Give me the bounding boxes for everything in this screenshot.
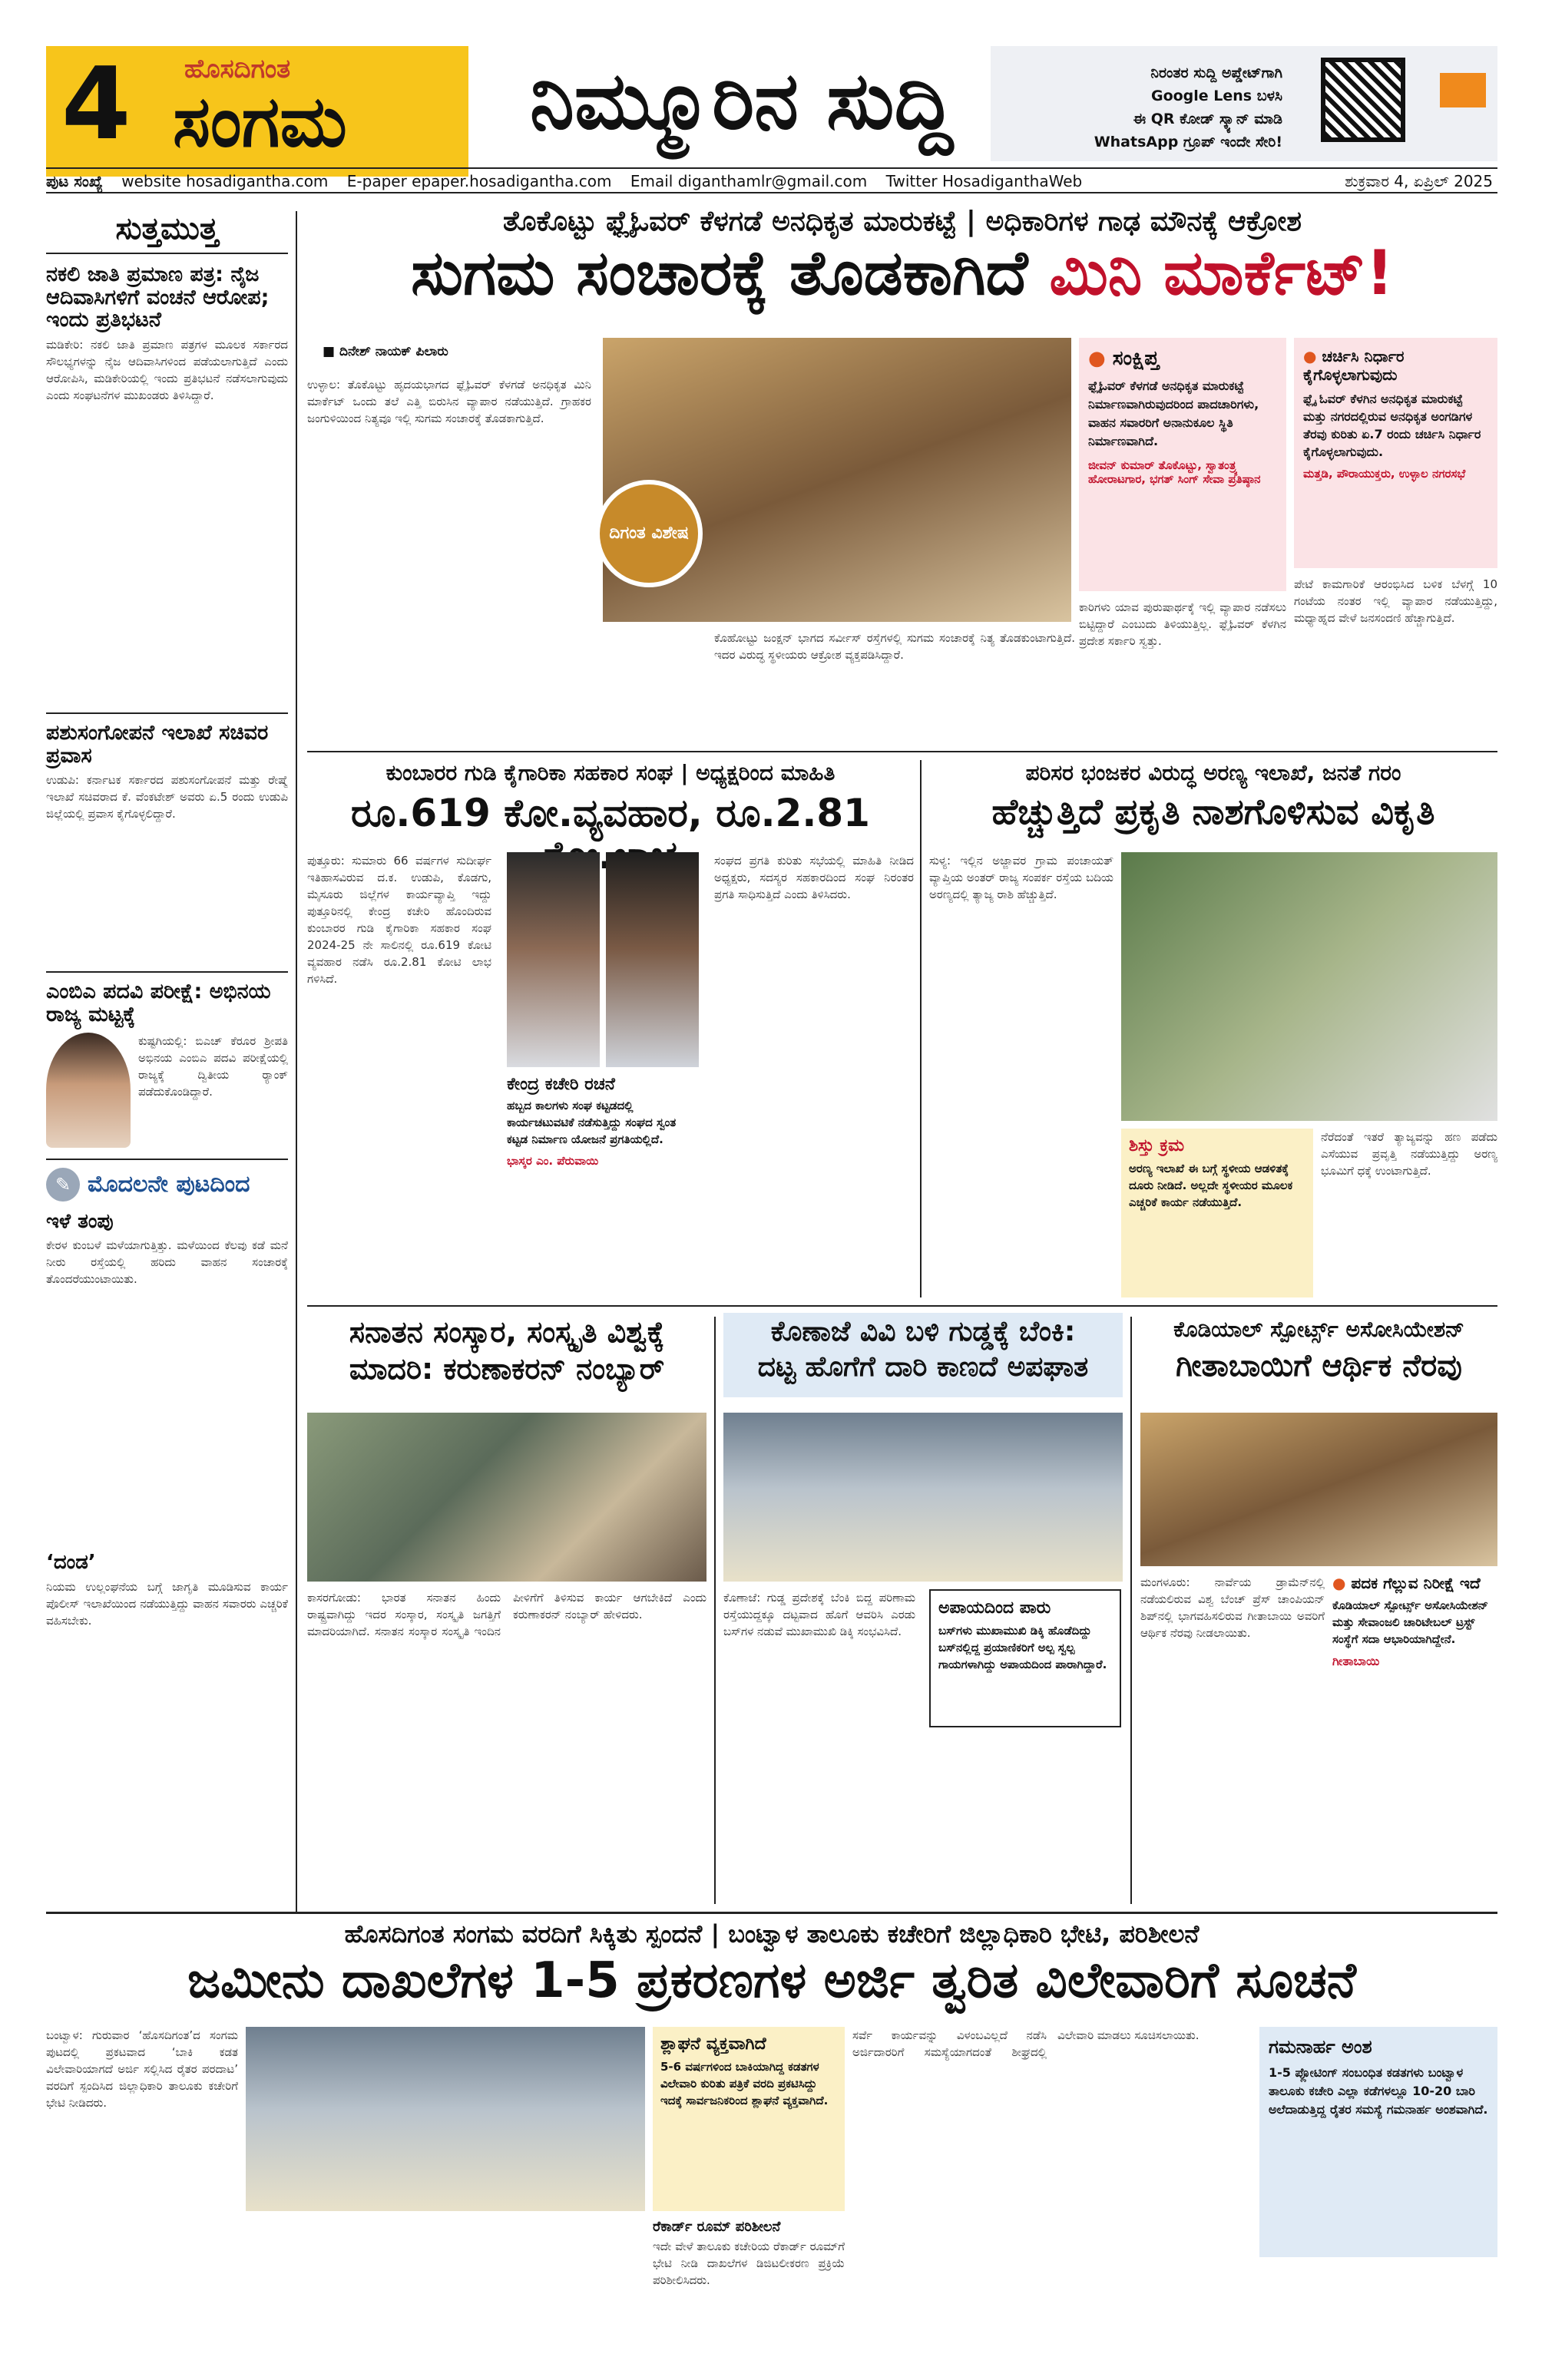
sports-headline[interactable]: ಗೀತಾಬಾಯಿಗೆ ಆರ್ಥಿಕ ನೆರವು xyxy=(1176,1348,1462,1383)
bottom-body: ಸರ್ವೆ ಕಾರ್ಯವನ್ನು ವಿಳಂಬವಿಲ್ಲದೆ ನಡೆಸಿ ಅರ್ಜಿದಾರರಿಗೆ ಸಮಸ್ಯೆಯಾಗದಂತೆ ಶೀಘ್ರದಲ್ಲಿ ವಿಲೇವಾರಿ ಮಾಡಲು ಸೂಚಿಸಲಾಯಿತು. xyxy=(852,2028,1200,2059)
secretary-photo xyxy=(606,852,699,1067)
promo-line: Google Lens ಬಳಸಿ xyxy=(1150,88,1282,104)
forest-story xyxy=(929,760,1497,831)
sports-body: ಮಂಗಳೂರು: ನಾರ್ವೆಯ ಡ್ರಾಮೆನ್‌ನಲ್ಲಿ ನಡೆಯಲಿರುವ ವಿಶ್ವ ಬೆಂಚ್ ಪ್ರೆಸ್ ಚಾಂಪಿಯನ್ ಶಿಪ್‌ನಲ್ಲಿ ಭಾಗವಹಿಸಲಿರುವ ಗೀತಾಬಾಯಿ ಅವರಿಗೆ ಆರ್ಥಿಕ ನೆರವು ನೀಡಲಾಯಿತು. xyxy=(1140,1575,1325,1640)
president-photo xyxy=(507,852,600,1067)
bottom-headline[interactable]: ಜಮೀನು ದಾಖಲೆಗಳ 1-5 ಪ್ರಕರಣಗಳ ಅರ್ಜಿ ತ್ವರಿತ ವಿಲೇವಾರಿಗೆ ಸೂಚನೆ xyxy=(187,1952,1356,2009)
bottom-story xyxy=(46,1919,1497,2008)
lead-headline-highlight: ಮಿನಿ ಮಾರ್ಕೆಟ್! xyxy=(1049,237,1394,309)
column-rule xyxy=(714,1317,716,1904)
culture-story xyxy=(307,1317,706,1386)
forest-body: ಸುಳ್ಯ: ಇಲ್ಲಿನ ಅಜ್ಜಾವರ ಗ್ರಾಮ ಪಂಚಾಯತ್ ವ್ಯಾಪ್ತಿಯ ಅಂತರ್ ರಾಜ್ಯ ಸಂಪರ್ಕ ರಸ್ತೆಯ ಬದಿಯ ಅರಣ್ಯದಲ್ಲಿ ತ್ಯಾಜ್ಯ ರಾಶಿ ಹೆಚ್ಚುತ್ತಿದೆ. xyxy=(929,854,1113,901)
qr-code-icon[interactable] xyxy=(1321,58,1405,142)
culture-headline-line: ಸನಾತನ ಸಂಸ್ಕಾರ, ಸಂಸ್ಕೃತಿ ವಿಶ್ವಕ್ಕೆ xyxy=(349,1315,665,1349)
story-body: ನಿಯಮ ಉಲ್ಲಂಘನೆಯ ಬಗ್ಗೆ ಜಾಗೃತಿ ಮೂಡಿಸುವ ಕಾರ್ಯ ಪೊಲೀಸ್ ಇಲಾಖೆಯಿಂದ ನಡೆಯುತ್ತಿದ್ದು ವಾಹನ ಸವಾರರು ಎಚ್ಚರಿಕೆ ವಹಿಸಬೇಕು. xyxy=(46,1580,288,1628)
column-rule xyxy=(1130,1317,1132,1904)
whatsapp-promo xyxy=(1060,61,1282,154)
summary-title: ಸಂಕ್ಷಿಪ್ತ xyxy=(1112,347,1160,370)
story-headline[interactable]: ಪಶುಸಂಗೋಪನೆ ಇಲಾಖೆ ಸಚಿವರ ಪ್ರವಾಸ xyxy=(46,721,269,768)
story-headline[interactable]: ಇಳೆ ತಂಪು xyxy=(46,1209,114,1233)
epaper-link[interactable]: E-paper epaper.hosadigantha.com xyxy=(346,172,612,190)
column-rule xyxy=(920,760,922,1297)
story-headline[interactable]: ‘ದಂಡ’ xyxy=(46,1551,96,1575)
summary-source: ಜೀವನ್ ಕುಮಾರ್ ತೊಕೊಟ್ಟು, ಸ್ವಾತಂತ್ರ್ಯ ಹೋರಾಟಗಾರ, ಭಗತ್ ಸಿಂಗ್ ಸೇವಾ ಪ್ರತಿಷ್ಠಾನ xyxy=(1088,458,1261,486)
office-visit-photo xyxy=(246,2027,645,2211)
official-quote-box xyxy=(1294,338,1497,568)
coop-credit: ಭಾಸ್ಕರ ಎಂ. ಪೆರುವಾಯಿ xyxy=(507,1154,599,1168)
page-number: 4 xyxy=(61,45,131,162)
issue-date: ಶುಕ್ರವಾರ 4, ಏಪ್ರಿಲ್ 2025 xyxy=(1345,172,1493,190)
quote-source: ಮತ್ತಡಿ, ಪೌರಾಯುಕ್ತರು, ಉಳ್ಳಾಲ ನಗರಸಭೆ xyxy=(1303,467,1466,481)
first-page-label: ಮೊದಲನೇ ಪುಟದಿಂದ xyxy=(88,1171,250,1198)
story-body: ಮಡಿಕೇರಿ: ನಕಲಿ ಜಾತಿ ಪ್ರಮಾಣ ಪತ್ರಗಳ ಮೂಲಕ ಸರ್ಕಾರದ ಸೌಲಭ್ಯಗಳನ್ನು ನೈಜ ಆದಿವಾಸಿಗಳಿಂದ ಪಡೆಯಲಾಗುತ್ತಿದೆ ಎಂದು ಆರೋಪಿಸಿ, ಮಡಿಕೇರಿಯಲ್ಲಿ ಇಂದು ಪ್ರತಿಭಟನೆ ನಡೆಸಲಾಗುವುದು ಎಂದು ಸಂಘಟನೆಗಳ ಮುಖಂಡರು ತಿಳಿಸಿದ್ದಾರೆ. xyxy=(46,338,288,403)
story-body: ಕೇರಳ ಕುಂಬಳೆ ಮಳೆಯಾಗುತ್ತಿತ್ತು. ಮಳೆಯಿಂದ ಕೆಲವು ಕಡೆ ಮನೆ ನೀರು ರಸ್ತೆಯಲ್ಲಿ ಹರಿದು ವಾಹನ ಸಂಚಾರಕ್ಕೆ ತೊಂದರೆಯುಂಟಾಯಿತು. xyxy=(46,1238,288,1287)
quote-title: ಚರ್ಚಿಸಿ ನಿರ್ಧಾರ ಕೈಗೊಳ್ಳಲಾಗುವುದು xyxy=(1303,347,1405,384)
bus-box-title: ಅಪಾಯದಿಂದ ಪಾರು xyxy=(938,1598,1051,1618)
story-body: ಕುಷ್ಟಗಿಯಲ್ಲಿ: ಬಿಎಚ್ ಕೆರೂರ ಶ್ರೀಪತಿ ಅಭಿನಯ ಎಂಬಿಎ ಪದವಿ ಪರೀಕ್ಷೆಯಲ್ಲಿ ರಾಜ್ಯಕ್ಕೆ ದ್ವಿತೀಯ ರ‍್ಯಾಂಕ್ ಪಡೆದುಕೊಂಡಿದ್ದಾರೆ. xyxy=(138,1033,288,1099)
culture-body: ಕಾಸರಗೋಡು: ಭಾರತ ಸನಾತನ ಹಿಂದು ರಾಷ್ಟ್ರವಾಗಿದ್ದು ಇದರ ಸಂಸ್ಕಾರ, ಸಂಸ್ಕೃತಿ ಜಗತ್ತಿಗೆ ಮಾದರಿಯಾಗಿದೆ. ಸನಾತನ ಸಂಸ್ಕಾರ ಸಂಸ್ಕೃತಿ ಇಂದಿನ ಪೀಳಿಗೆಗೆ ತಿಳಿಸುವ ಕಾರ್ಯ ಆಗಬೇಕಿದೆ ಎಂದು ಕರುಣಾಕರನ್ ನಂಬ್ಯಾರ್ ಹೇಳಿದರು. xyxy=(307,1591,706,1638)
record-title: ರೆಕಾರ್ಡ್ ರೂಮ್ ಪರಿಶೀಲನೆ xyxy=(653,2219,781,2235)
coop-photos xyxy=(507,852,699,1067)
promo-line: ನಿರಂತರ ಸುದ್ದಿ ಅಪ್ಡೇಟ್‌ಗಾಗಿ xyxy=(1150,64,1282,81)
coop-box-body: ಹಬ್ಬದ ಕಾಲಗಳು ಸಂಘ ಕಟ್ಟಡದಲ್ಲಿ ಕಾರ್ಯಚಟುವಟಿಕೆ ನಡೆಸುತ್ತಿದ್ದು ಸಂಘದ ಸ್ವಂತ ಕಟ್ಟಡ ನಿರ್ಮಾಣ ಯೋಜನೆ ಪ್ರಗತಿಯಲ್ಲಿದೆ. xyxy=(507,1099,677,1146)
website-link[interactable]: website hosadigantha.com xyxy=(121,172,329,190)
twitter-link[interactable]: Twitter HosadiganthaWeb xyxy=(885,172,1083,190)
forest-box-title: ಶಿಸ್ತು ಕ್ರಮ xyxy=(1129,1136,1185,1155)
culture-photo xyxy=(307,1413,706,1582)
lead-headline-part: ಸುಗಮ ಸಂಚಾರಕ್ಕೆ ತೊಡಕಾಗಿದೆ xyxy=(411,237,1028,309)
bus-box-body: ಬಸ್‌ಗಳು ಮುಖಾಮುಖಿ ಡಿಕ್ಕಿ ಹೊಡೆದಿದ್ದು ಬಸ್‌ನಲ್ಲಿದ್ದ ಪ್ರಯಾಣಿಕರಿಗೆ ಅಲ್ಪ ಸ್ವಲ್ಪ ಗಾಯಗಳಾಗಿದ್ದು ಅಪಾಯದಿಂದ ಪಾರಾಗಿದ್ದಾರೆ. xyxy=(938,1624,1107,1671)
record-room-box xyxy=(653,2219,845,2289)
forest-box xyxy=(1121,1129,1313,1297)
lead-body: ಪೇಟೆ ಕಾಮಗಾರಿಕೆ ಆರಂಭಿಸಿದ ಬಳಿಕ ಬೆಳಗ್ಗೆ 10 ಗಂಟೆಯ ನಂತರ ಇಲ್ಲಿ ವ್ಯಾಪಾರ ನಡೆಯುತ್ತಿದ್ದು, ಮಧ್ಯಾಹ್ನದ ವೇಳೆ ಜನಸಂದಣಿ ಹೆಚ್ಚಾಗುತ್ತಿದೆ. xyxy=(1294,577,1497,625)
promo-line: ಈ QR ಕೋಡ್ ಸ್ಕ್ಯಾನ್ ಮಾಡಿ xyxy=(1133,111,1282,127)
bus-box xyxy=(929,1589,1121,1727)
flame-icon: ● xyxy=(1332,1574,1346,1592)
bottom-kicker: ಹೊಸದಿಗಂತ ಸಂಗಮ ವರದಿಗೆ ಸಿಕ್ಕಿತು ಸ್ಪಂದನೆ | ಬಂಟ್ವಾಳ ತಾಲೂಕು ಕಚೇರಿಗೆ ಜಿಲ್ಲಾಧಿಕಾರಿ ಭೇಟಿ, ಪರಿಶೀಲನೆ xyxy=(344,1919,1200,1949)
flame-icon: ● xyxy=(1088,347,1106,370)
bus-headline[interactable] xyxy=(723,1317,1123,1382)
sports-box-title: ಪದಕ ಗೆಲ್ಲುವ ನಿರೀಕ್ಷೆ ಇದೆ xyxy=(1351,1574,1481,1592)
info-bar xyxy=(46,167,1497,193)
quote-body: ಫ್ಲೈ ಓವರ್ ಕೆಳಗಿನ ಅನಧಿಕೃತ ಮಾರುಕಟ್ಟೆ ಮತ್ತು ನಗರದಲ್ಲಿರುವ ಅನಧಿಕೃತ ಅಂಗಡಿಗಳ ತೆರವು ಕುರಿತು ಏ.7 ರಂದು ಚರ್ಚಿಸಿ ನಿರ್ಧಾರ ಕೈಗೊಳ್ಳಲಾಗುವುದು. xyxy=(1303,392,1481,459)
coop-body: ಸಂಘದ ಪ್ರಗತಿ ಕುರಿತು ಸಭೆಯಲ್ಲಿ ಮಾಹಿತಿ ನೀಡಿದ ಅಧ್ಯಕ್ಷರು, ಸದಸ್ಯರ ಸಹಕಾರದಿಂದ ಸಂಘ ನಿರಂತರ ಪ್ರಗತಿ ಸಾಧಿಸುತ್ತಿದೆ ಎಂದು ತಿಳಿಸಿದರು. xyxy=(714,854,914,901)
flame-icon: ● xyxy=(1303,347,1317,365)
forest-body: ನೆರೆದಂತೆ ಇತರೆ ತ್ಯಾಜ್ಯವನ್ನು ಹಣ ಪಡೆದು ಎಸೆಯುವ ಪ್ರವೃತ್ತಿ ನಡೆಯುತ್ತಿದ್ದು ಅರಣ್ಯ ಭೂಮಿಗೆ ಧಕ್ಕೆ ಉಂಟಾಗುತ್ತಿದೆ. xyxy=(1321,1130,1497,1178)
lead-body: ಕಾರಿಗಳು ಯಾವ ಪುರುಷಾರ್ಥಕ್ಕೆ ಇಲ್ಲಿ ವ್ಯಾಪಾರ ನಡೆಸಲು ಬಿಟ್ಟಿದ್ದಾರೆ ಎಂಬುದು ತಿಳಿಯುತ್ತಿಲ್ಲ. ಫ್ಲೈಓವರ್ ಕೆಳಗಿನ ಪ್ರದೇಶ ಸರ್ಕಾರಿ ಸ್ವತ್ತು. xyxy=(1079,600,1286,648)
coop-body: ಪುತ್ತೂರು: ಸುಮಾರು 66 ವರ್ಷಗಳ ಸುದೀರ್ಘ ಇತಿಹಾಸವಿರುವ ದ.ಕ. ಉಡುಪಿ, ಕೊಡಗು, ಮೈಸೂರು ಜಿಲ್ಲೆಗಳ ಕಾರ್ಯವ್ಯಾಪ್ತಿ ಇದ್ದು ಪುತ್ತೂರಿನಲ್ಲಿ ಕೇಂದ್ರ ಕಚೇರಿ ಹೊಂದಿರುವ ಕುಂಬಾರರ ಗುಡಿ ಕೈಗಾರಿಕಾ ಸಹಕಾರ ಸಂಘ 2024-25 ನೇ ಸಾಲಿನಲ್ಲಿ ರೂ.619 ಕೋಟಿ ವ್ಯವಹಾರ ನಡೆಸಿ ರೂ.2.81 ಕೋಟಿ ಲಾಭ ಗಳಿಸಿದೆ. xyxy=(307,854,491,986)
sports-story xyxy=(1140,1317,1497,1383)
byline: ■ ದಿನೇಶ್ ನಾಯಕ್ ಪಿಲಾರು xyxy=(323,344,448,359)
forest-garbage-photo xyxy=(1121,852,1497,1121)
lead-kicker: ತೊಕೊಟ್ಟು ಫ್ಲೈಓವರ್ ಕೆಳಗಡೆ ಅನಧಿಕೃತ ಮಾರುಕಟ್ಟೆ | ಅಧಿಕಾರಿಗಳ ಗಾಢ ಮೌನಕ್ಕೆ ಆಕ್ರೋಶ xyxy=(503,206,1302,237)
orange-block xyxy=(1440,73,1486,107)
section-title: ಸುತ್ತಮುತ್ತ xyxy=(46,211,288,254)
summary-body: ಫ್ಲೈಓವರ್ ಕೆಳಗಡೆ ಅನಧಿಕೃತ ಮಾರುಕಟ್ಟೆ ನಿರ್ಮಾಣವಾಗಿರುವುದರಿಂದ ಪಾದಚಾರಿಗಳು, ವಾಹನ ಸವಾರರಿಗೆ ಅನಾನುಕೂಲ ಸ್ಥಿತಿ ನಿರ್ಮಾಣವಾಗಿದೆ. xyxy=(1088,378,1259,448)
byline-name: ದಿನೇಶ್ ನಾಯಕ್ ಪಿಲಾರು xyxy=(339,344,448,359)
culture-headline-line: ಮಾದರಿ: ಕರುಣಾಕರನ್ ನಂಬ್ಯಾರ್ xyxy=(349,1351,665,1386)
sports-box-body: ಕೊಡಿಯಾಲ್ ಸ್ಪೋರ್ಟ್ಸ್ ಅಸೋಸಿಯೇಶನ್ ಮತ್ತು ಸೇವಾಂಜಲಿ ಚಾರಿಟೇಬಲ್ ಟ್ರಸ್ಟ್ ಸಂಸ್ಥೆಗೆ ಸದಾ ಆಭಾರಿಯಾಗಿದ್ದೇನೆ. xyxy=(1332,1598,1488,1646)
sports-photo xyxy=(1140,1413,1497,1566)
bottom-box-title: ಶ್ಲಾಘನೆ ವ್ಯಕ್ತವಾಗಿದೆ xyxy=(660,2035,766,2054)
bus-headline-line: ದಟ್ಟ ಹೊಗೆಗೆ ದಾರಿ ಕಾಣದೆ ಅಪಘಾತ xyxy=(757,1350,1089,1383)
forest-kicker: ಪರಿಸರ ಭಂಜಕರ ವಿರುದ್ಧ ಅರಣ್ಯ ಇಲಾಖೆ, ಜನತೆ ಗರಂ xyxy=(1025,760,1401,785)
summary-box xyxy=(1079,338,1286,591)
promo-line: WhatsApp ಗ್ರೂಪ್ ಇಂದೇ ಸೇರಿ! xyxy=(1094,134,1282,150)
coop-box xyxy=(507,1075,699,1168)
bottom-box xyxy=(653,2027,845,2211)
forest-box-body: ಅರಣ್ಯ ಇಲಾಖೆ ಈ ಬಗ್ಗೆ ಸ್ಥಳೀಯ ಆಡಳಿತಕ್ಕೆ ದೂರು ನೀಡಿದೆ. ಅಲ್ಲದೇ ಸ್ಥಳೀಯರ ಮೂಲಕ ಎಚ್ಚರಿಕೆ ಕಾರ್ಯ ನಡೆಯುತ್ತಿದೆ. xyxy=(1129,1162,1293,1209)
bottom-box-body: 5-6 ವರ್ಷಗಳಿಂದ ಬಾಕಿಯಾಗಿದ್ದ ಕಡತಗಳ ವಿಲೇವಾರಿ ಕುರಿತು ಪತ್ರಿಕೆ ವರದಿ ಪ್ರಕಟಿಸಿದ್ದು ಇದಕ್ಕೆ ಸಾರ್ವಜನಿಕರಿಂದ ಶ್ಲಾಘನೆ ವ್ಯಕ್ತವಾಗಿದೆ. xyxy=(660,2060,829,2107)
lead-body: ಉಳ್ಳಾಲ: ತೊಕೊಟ್ಟು ಹೃದಯಭಾಗದ ಫ್ಲೈಓವರ್ ಕೆಳಗಡೆ ಅನಧಿಕೃತ ಮಿನಿ ಮಾರ್ಕೆಟ್ ಒಂದು ತಲೆ ಎತ್ತಿ ಬಿರುಸಿನ ವ್ಯಾಪಾರ ನಡೆಯುತ್ತಿದೆ. ಗ್ರಾಹಕರ ಜಂಗುಳಿಯಿಂದ ನಿತ್ಯವೂ ಇಲ್ಲಿ ಸುಗಮ ಸಂಚಾರಕ್ಕೆ ತೊಡಕಾಗುತ್ತಿದೆ. xyxy=(307,378,591,425)
lead-body: ಕೊಹೋಟ್ಟು ಜಂಕ್ಷನ್ ಭಾಗದ ಸರ್ವೀಸ್ ರಸ್ತೆಗಳಲ್ಲಿ ಸುಗಮ ಸಂಚಾರಕ್ಕೆ ನಿತ್ಯ ತೊಡಕುಂಟಾಗುತ್ತಿದೆ. ಇದರ ವಿರುದ್ಧ ಸ್ಥಳೀಯರು ಆಕ್ರೋಶ ವ್ಯಕ್ತಪಡಿಸಿದ್ದಾರೆ. xyxy=(714,631,1075,662)
coop-kicker: ಕುಂಬಾರರ ಗುಡಿ ಕೈಗಾರಿಕಾ ಸಹಕಾರ ಸಂಘ | ಅಧ್ಯಕ್ಷರಿಂದ ಮಾಹಿತಿ xyxy=(386,760,836,785)
left-column xyxy=(46,211,288,1629)
bottom-body: ಬಂಟ್ವಾಳ: ಗುರುವಾರ ‘ಹೊಸದಿಗಂತ’ದ ಸಂಗಮ ಪುಟದಲ್ಲಿ ಪ್ರಕಟವಾದ ‘ಬಾಕಿ ಕಡತ ವಿಲೇವಾರಿಯಾಗದೆ ಅರ್ಜಿ ಸಲ್ಲಿಸಿದ ರೈತರ ಪರದಾಟ’ ವರದಿಗೆ ಸ್ಪಂದಿಸಿದ ಜಿಲ್ಲಾಧಿಕಾರಿ ತಾಲೂಕು ಕಚೇರಿಗೆ ಭೇಟಿ ನೀಡಿದರು. xyxy=(46,2028,238,2110)
section-divider xyxy=(307,751,1497,752)
coop-headline[interactable]: ರೂ.619 ಕೋ.ವ್ಯವಹಾರ, ರೂ.2.81 xyxy=(351,791,870,835)
pencil-icon: ✎ xyxy=(46,1168,80,1202)
student-photo xyxy=(46,1033,131,1148)
sports-kicker: ಕೊಡಿಯಾಲ್ ಸ್ಪೋರ್ಟ್ಸ್ ಅಸೋಸಿಯೇಶನ್ xyxy=(1173,1317,1464,1342)
sports-box-name: ಗೀತಾಬಾಯಿ xyxy=(1332,1654,1380,1668)
record-body: ಇದೇ ವೇಳೆ ತಾಲೂಕು ಕಚೇರಿಯ ರೆಕಾರ್ಡ್ ರೂಮ್‌ಗೆ ಭೇಟಿ ನೀಡಿ ದಾಖಲೆಗಳ ಡಿಜಿಟಲೀಕರಣ ಪ್ರಕ್ರಿಯೆ ಪರಿಶೀಲಿಸಿದರು. xyxy=(653,2240,845,2287)
section-divider xyxy=(46,1912,1497,1914)
highlight-title: ಗಮನಾರ್ಹ ಅಂಶ xyxy=(1269,2036,1372,2058)
digantha-special-badge: ದಿಗಂತ ವಿಶೇಷ xyxy=(595,480,703,587)
story-body: ಉಡುಪಿ: ಕರ್ನಾಟಕ ಸರ್ಕಾರದ ಪಶುಸಂಗೋಪನೆ ಮತ್ತು ರೇಷ್ಮೆ ಇಲಾಖೆ ಸಚಿವರಾದ ಕೆ. ವೆಂಕಟೇಶ್ ಅವರು ಏ.5 ರಂದು ಉಡುಪಿ ಜಿಲ್ಲೆಯಲ್ಲಿ ಪ್ರವಾಸ ಕೈಗೊಳ್ಳಲಿದ್ದಾರೆ. xyxy=(46,773,288,821)
lead-story xyxy=(307,206,1497,307)
email-link[interactable]: Email diganthamlr@gmail.com xyxy=(630,172,868,190)
lead-headline[interactable] xyxy=(307,237,1497,309)
highlight-box xyxy=(1259,2027,1497,2257)
story-headline[interactable]: ಎಂಬಿಎ ಪದವಿ ಪರೀಕ್ಷೆ: ಅಭಿನಯ ರಾಜ್ಯ ಮಟ್ಟಕ್ಕೆ xyxy=(46,980,271,1027)
column-rule xyxy=(296,211,297,1912)
section-divider xyxy=(307,1305,1497,1307)
bus-story xyxy=(723,1317,1123,1382)
bus-body: ಕೊಣಾಜೆ: ಗುಡ್ಡ ಪ್ರದೇಶಕ್ಕೆ ಬೆಂಕಿ ಬಿದ್ದ ಪರಿಣಾಮ ರಸ್ತೆಯುದ್ದಕ್ಕೂ ದಟ್ಟವಾದ ಹೊಗೆ ಆವರಿಸಿ ಎರಡು ಬಸ್‌ಗಳ ನಡುವೆ ಮುಖಾಮುಖಿ ಡಿಕ್ಕಿ ಸಂಭವಿಸಿದೆ. xyxy=(723,1591,915,1638)
sports-box xyxy=(1332,1574,1497,1669)
culture-headline[interactable] xyxy=(307,1317,706,1386)
section-label: ಪುಟ ಸಂಖ್ಯೆ xyxy=(46,172,103,190)
masthead-title: ನಿಮ್ಮೂರಿನ ಸುದ್ದಿ xyxy=(530,54,954,147)
brand-small: ಹೊಸದಿಗಂತ xyxy=(184,54,291,84)
bus-headline-line: ಕೊಣಾಜೆ ವಿವಿ ಬಳಿ ಗುಡ್ಡಕ್ಕೆ ಬೆಂಕಿ: xyxy=(770,1316,1076,1347)
brand-logo: ಸಂಗಮ xyxy=(173,81,347,163)
coop-box-title: ಕೇಂದ್ರ ಕಚೇರಿ ರಚನೆ xyxy=(507,1075,615,1094)
forest-headline[interactable]: ಹೆಚ್ಚುತ್ತಿದೆ ಪ್ರಕೃತಿ ನಾಶಗೊಳಿಸುವ ವಿಕೃತಿ xyxy=(991,791,1435,832)
highlight-body: 1-5 ಪ್ಲೋಟಿಂಗ್ ಸಂಬಂಧಿತ ಕಡತಗಳು ಬಂಟ್ವಾಳ ತಾಲೂಕು ಕಚೇರಿ ಎಲ್ಲಾ ಕಡೆಗಳಲ್ಲೂ 10-20 ಬಾರಿ ಅಲೆದಾಡುತ್ತಿದ್ದ ರೈತರ ಸಮಸ್ಯೆ ಗಮನಾರ್ಹ ಅಂಶವಾಗಿದೆ. xyxy=(1269,2065,1488,2117)
story-headline[interactable]: ನಕಲಿ ಜಾತಿ ಪ್ರಮಾಣ ಪತ್ರ: ನೈಜ ಆದಿವಾಸಿಗಳಿಗೆ ವಂಚನೆ ಆರೋಪ; ಇಂದು ಪ್ರತಿಭಟನೆ xyxy=(46,263,270,332)
bus-accident-photo xyxy=(723,1413,1123,1582)
